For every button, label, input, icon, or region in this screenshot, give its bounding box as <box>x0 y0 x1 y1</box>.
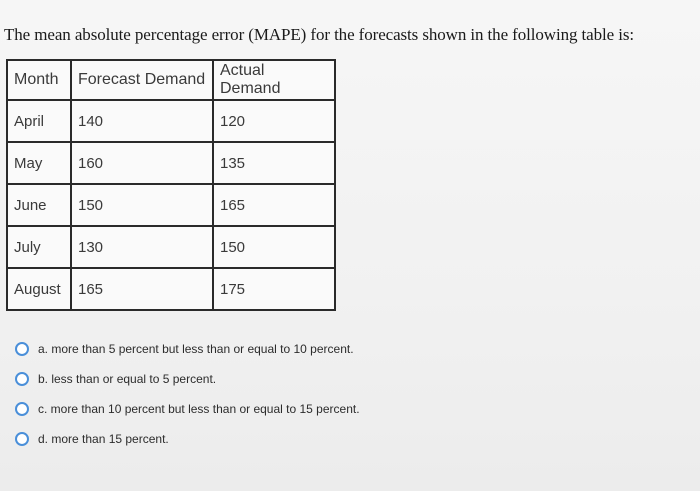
cell-month: May <box>7 142 71 184</box>
table-row <box>7 268 335 310</box>
demand-table <box>6 59 336 311</box>
option-c[interactable] <box>15 394 360 424</box>
cell-forecast: 165 <box>71 268 213 310</box>
radio-button-icon[interactable] <box>15 372 29 386</box>
cell-forecast: 140 <box>71 100 213 142</box>
answer-options <box>15 334 360 454</box>
option-a[interactable] <box>15 334 360 364</box>
radio-button-icon[interactable] <box>15 432 29 446</box>
table-row <box>7 142 335 184</box>
cell-month: June <box>7 184 71 226</box>
cell-actual: 165 <box>213 184 335 226</box>
header-forecast-demand: Forecast Demand <box>71 60 213 100</box>
option-d[interactable] <box>15 424 360 454</box>
option-c-label[interactable]: c. more than 10 percent but less than or equal to 15 percent. <box>38 402 360 416</box>
cell-actual: 150 <box>213 226 335 268</box>
cell-month: August <box>7 268 71 310</box>
cell-actual: 175 <box>213 268 335 310</box>
radio-button-icon[interactable] <box>15 342 29 356</box>
cell-month: July <box>7 226 71 268</box>
cell-forecast: 130 <box>71 226 213 268</box>
option-b-label[interactable]: b. less than or equal to 5 percent. <box>38 372 217 386</box>
header-actual-demand: Actual Demand <box>213 60 335 100</box>
cell-month: April <box>7 100 71 142</box>
table-row <box>7 100 335 142</box>
table-header-row <box>7 60 335 100</box>
question-text: The mean absolute percentage error (MAPE) for the forecasts shown in the following table is: <box>4 25 634 44</box>
option-d-label[interactable]: d. more than 15 percent. <box>38 432 169 446</box>
cell-actual: 120 <box>213 100 335 142</box>
option-b[interactable] <box>15 364 360 394</box>
radio-button-icon[interactable] <box>15 402 29 416</box>
cell-forecast: 150 <box>71 184 213 226</box>
cell-actual: 135 <box>213 142 335 184</box>
option-a-label[interactable]: a. more than 5 percent but less than or equal to 10 percent. <box>38 342 354 356</box>
table-row <box>7 226 335 268</box>
header-month: Month <box>7 60 71 100</box>
cell-forecast: 160 <box>71 142 213 184</box>
table-row <box>7 184 335 226</box>
